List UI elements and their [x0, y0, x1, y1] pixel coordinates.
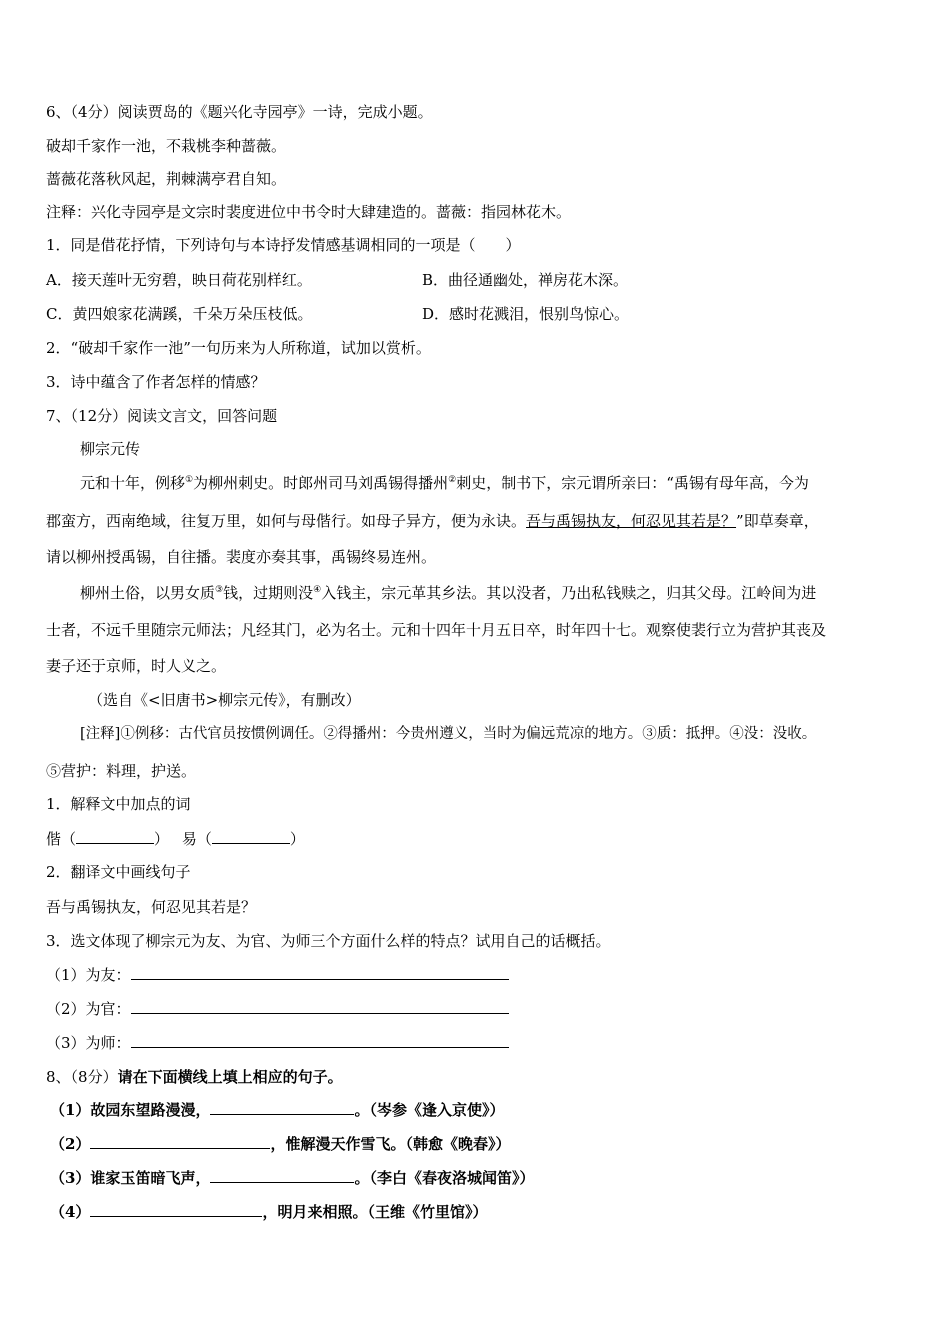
q7-sub3: 3．选文体现了柳宗元为友、为官、为师三个方面什么样的特点？试用自己的话概括。 [46, 932, 611, 950]
poem-line-2: 蔷薇花落秋风起，荆棘满亭君自知。 [46, 170, 287, 188]
q7-header: 7、（12分）阅读文言文，回答问题 [46, 407, 278, 425]
text: 入钱主，宗元革其乡法。其以没者，乃出私钱赎之，归其父母。江岭间为进 [321, 584, 817, 602]
option-c: C．黄四娘家花满蹊，千朵万朵压枝低。 [46, 305, 313, 323]
text: 。（岑参《逢入京使》） [354, 1101, 505, 1119]
fill-line-1 [50, 1100, 504, 1120]
bracket: ） [289, 830, 305, 848]
option-d: D．感时花溅泪，恨别鸟惊心。 [422, 305, 630, 323]
answer-line-official [46, 999, 509, 1019]
q7-sub2: 2．翻译文中画线句子 [46, 863, 191, 881]
passage-p1-line1 [80, 473, 809, 493]
fill-line-4 [50, 1202, 487, 1222]
word-2: 易（ [181, 830, 212, 848]
answer-blank[interactable] [131, 965, 509, 980]
q6-sub2: 2．“破却千家作一池”一句历来为人所称道，试加以赏析。 [46, 339, 431, 357]
text: 郡蛮方，西南绝域，往复万里，如何与母偕行。如母子异方，便为永诀。 [46, 512, 527, 530]
q6-sub3: 3．诗中蕴含了作者怎样的情感？ [46, 373, 266, 391]
answer-line-friend [46, 965, 509, 985]
text: （2） [50, 1135, 91, 1153]
word-1: 偕（ [46, 830, 77, 848]
passage-p1-line3: 请以柳州授禹锡，自往播。裴度亦奏其事，禹锡终易连州。 [46, 548, 437, 566]
text: ”即草奏章， [736, 512, 819, 530]
text: （1）故园东望路漫漫， [50, 1101, 211, 1119]
word-blanks [46, 829, 305, 849]
text: 刺史，制书下，宗元谓所亲曰：“禹锡有母年高，今为 [456, 474, 809, 492]
footnote-mark: ③ [215, 585, 224, 595]
passage-p1-line2 [46, 511, 819, 531]
answer-blank[interactable] [131, 1033, 509, 1048]
answer-blank[interactable] [90, 1202, 262, 1217]
text: 钱，过期则没 [223, 584, 314, 602]
label: （3）为师： [46, 1034, 131, 1052]
q7-sub2-sentence: 吾与禹锡执友，何忍见其若是？ [46, 898, 257, 916]
passage-title: 柳宗元传 [80, 440, 141, 458]
passage-source: （选自《<旧唐书>柳宗元传》，有删改） [88, 691, 361, 709]
label: （1）为友： [46, 966, 131, 984]
text: 为柳州刺史。时郎州司马刘禹锡得播州 [193, 474, 449, 492]
option-b: B．曲径通幽处，禅房花木深。 [422, 271, 629, 289]
answer-blank[interactable] [212, 829, 290, 844]
label: （2）为官： [46, 1000, 131, 1018]
fill-line-2 [50, 1134, 510, 1154]
answer-line-teacher [46, 1033, 509, 1053]
passage-p2-line1 [80, 583, 816, 603]
answer-blank[interactable] [131, 999, 509, 1014]
q6-header: 6、（4分）阅读贾岛的《题兴化寺园亭》一诗，完成小题。 [46, 103, 433, 121]
underlined-sentence: 吾与禹锡执友，何忍见其若是？ [526, 512, 737, 530]
bracket: ） [154, 830, 170, 848]
text: ，惟解漫天作雪飞。（韩愈《晚春》） [270, 1135, 511, 1153]
text: 元和十年，例移 [80, 474, 186, 492]
passage-p2-line2: 士者，不远千里随宗元师法；凡经其门，必为名士。元和十四年十月五日卒，时年四十七。观察使裴行立为营护其丧及 [46, 621, 827, 639]
footnote-mark: ④ [313, 585, 322, 595]
text: ，明月来相照。（王维《竹里馆》） [262, 1203, 488, 1221]
q8-header [46, 1067, 343, 1087]
notes-line2: ⑤营护：料理，护送。 [46, 762, 197, 780]
footnote-mark: ① [185, 475, 194, 485]
option-row-cd [46, 304, 630, 324]
fill-line-3 [50, 1168, 534, 1188]
answer-blank[interactable] [90, 1134, 270, 1149]
notes-line1: [注释]①例移：古代官员按惯例调任。②得播州：今贵州遵义，当时为偏远荒凉的地方。③质：抵押。④没：没收。 [80, 726, 817, 742]
q6-sub1: 1．同是借花抒情，下列诗句与本诗抒发情感基调相同的一项是（ ） [46, 236, 521, 254]
text: 请在下面横线上填上相应的句子。 [117, 1068, 343, 1086]
passage-p2-line3: 妻子还于京师，时人义之。 [46, 657, 227, 675]
answer-blank[interactable] [210, 1168, 354, 1183]
answer-blank[interactable] [76, 829, 154, 844]
option-row-ab [46, 270, 629, 290]
q7-sub1: 1．解释文中加点的词 [46, 795, 191, 813]
poem-line-1: 破却千家作一池，不栽桃李种蔷薇。 [46, 137, 287, 155]
text: 柳州土俗，以男女质 [80, 584, 216, 602]
poem-note: 注释：兴化寺园亭是文宗时裴度进位中书令时大肆建造的。蔷薇：指园林花木。 [46, 203, 572, 221]
text: 。（李白《春夜洛城闻笛》） [354, 1169, 535, 1187]
text: 8、（8分） [46, 1068, 118, 1086]
answer-blank[interactable] [210, 1100, 354, 1115]
text: （4） [50, 1203, 91, 1221]
option-a: A．接天莲叶无穷碧，映日荷花别样红。 [46, 271, 312, 289]
text: （3）谁家玉笛暗飞声， [50, 1169, 211, 1187]
footnote-mark: ② [448, 475, 457, 485]
